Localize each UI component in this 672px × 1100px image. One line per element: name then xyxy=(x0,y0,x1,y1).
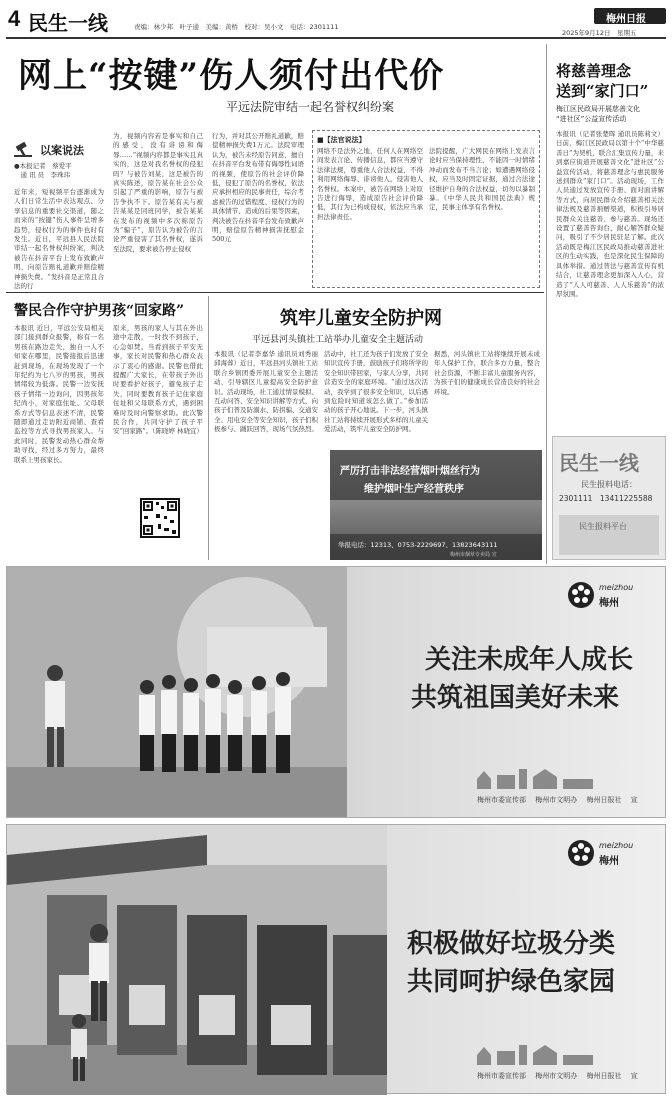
judge-says-col2: 法院提醒，广大网民在网络上发表言论时应当保持理性，不能因一时情绪冲动而发布不当言论；如遭遇网络侵权，应当及时固定证据，通过合法途径维护自身的合法权益，切勿以暴制暴。《中华人民共和国民法典》规定，民事主体享有名誉权。 xyxy=(429,147,535,212)
story3-subhead: 平远县河头镇社工站举办儿童安全主题活动 xyxy=(252,335,424,345)
masthead-label: 梅州日报 xyxy=(606,14,646,25)
right-headline-1: 将慈善理念 xyxy=(556,62,632,80)
tobacco-title-1: 严厉打击非法经营烟叶烟丝行为 xyxy=(340,466,480,477)
ad1-banner xyxy=(6,566,666,818)
ad2-banner xyxy=(6,824,666,1094)
lead-byline-1: ●本报记者 蔡爱平 xyxy=(14,162,72,170)
tobacco-title-2: 维护烟叶生产经营秩序 xyxy=(364,484,464,495)
story3-body-col3: 据悉，河头镇社工站将继续开展未成年人保护工作，联合多方力量，整合社会资源，不断丰富儿童服务内容，为孩子们的健康成长营造良好的社会环境。 xyxy=(434,350,540,396)
story3-body-col1: 本报讯（记者李嘉华 通讯员刘秀丽 邱海蓉）近日，平远县河头镇社工站联合乡镇团委开展儿童安全主题活动，引导辖区儿童提高安全防护意识。活动现场，社工通过情景模拟、互动问答、安全知识讲解等方式，向孩子们普及防溺水、防拐骗、交通安全、用电安全等安全知识，孩子们积极参与、踊跃回答，现场气氛热烈。 xyxy=(214,350,318,434)
masthead xyxy=(594,8,666,24)
lead-subhead: 平远法院审结一起名誉权纠纷案 xyxy=(226,100,395,114)
editors-line: 责编：林少邦 叶子通 美编：黄桥 校对：吴小文 电话：2301111 xyxy=(134,23,339,31)
ad1-sponsors xyxy=(477,795,638,805)
ad1-slogan-2: 共筑祖国美好未来 xyxy=(411,683,620,713)
judge-says-col1: 网络不是法外之地，任何人在网络空间发表言论、传播信息，都应当遵守法律法规，尊重他人合法权益，不得利用网络侮辱、诽谤他人，侵害他人名誉权。本案中，被告在网络上对原告进行侮辱，造成原告社会评价降低，其行为已构成侵权，依法应当承担法律责任。 xyxy=(317,147,423,221)
lead-body-col2: 为，视频内容若是事实和自己的感受，没有诽谤和侮辱……”视频内容都是事实且真实的，这是对我名誉权的侵犯吗？与被告刘某，这是被告的真实陈述，原告某在社会公众引起了严重的影响，原告与被告争执不下。原告某有关与被告某某是同班同学，被告某某在发布的视频中多次称原告为“骗子”，原告认为被告的言论严重侵害了其名誉权，遂诉至法院，要求被告停止侵权 xyxy=(113,132,203,253)
tobacco-hotline: 举报电话：12313、0753-2229697、13823643111 xyxy=(338,541,498,549)
ad2-slogan-2: 共同呵护绿色家园 xyxy=(407,967,616,997)
ad1-sponsor-2: 梅州市文明办 xyxy=(535,796,578,804)
ad1-logo-en: meizhou xyxy=(599,583,634,592)
page-header xyxy=(6,4,666,36)
lead-body-col3: 行为，并对其公开赔礼道歉，赔偿精神损失费1万元。法院审理认为，被告未经原告同意，擅自在抖音平台发布带有侮辱性词语的视频，使原告的社会评价降低，侵犯了原告的名誉权，依法应承担相应的民事责任，综合考虑被告的过错程度、侵权行为的具体情节、造成的后果等因素，判决被告在抖音平台发布致歉声明，赔偿原告精神损害抚慰金500元 xyxy=(212,132,304,244)
ad2-sponsor-1: 梅州市委宣传部 xyxy=(477,1072,526,1080)
ad2-sponsor-3: 梅州日报社 xyxy=(586,1072,622,1080)
minsheng-hotline: 2301111 13411225588 xyxy=(559,494,653,503)
tobacco-ad xyxy=(330,450,542,560)
ad1-photo xyxy=(7,567,347,817)
ad2-photo xyxy=(7,825,387,1095)
minsheng-hotline-label: 民生报料电话： xyxy=(581,480,637,489)
meizhou-flower-icon xyxy=(567,581,595,609)
meizhou-flower-icon xyxy=(567,839,595,867)
ad1-logo xyxy=(567,581,657,611)
column-divider xyxy=(546,44,547,564)
column-tag xyxy=(14,140,106,158)
right-headline-2: 送到“家门口” xyxy=(556,82,649,100)
judge-says-box xyxy=(312,130,540,288)
minsheng-tag: 民生报料平台 xyxy=(579,522,627,531)
column-tag-label: 以案说法 xyxy=(40,144,84,157)
ad2-sponsor-2: 梅州市文明办 xyxy=(535,1072,578,1080)
date-line: 2025年9月12日 星期五 xyxy=(562,29,637,37)
ad2-skyline-icon xyxy=(477,1041,597,1065)
right-subhead-2: “进社区”公益宣传活动 xyxy=(556,115,627,123)
story2-body-col2: 原来，男孩的家人与其在外出途中走散，一时找不到孩子，心急如焚。当看到孩子平安无事，家长对民警和热心群众表示了衷心的感谢。民警也借此提醒广大家长，在带孩子外出时要看护好孩子，避免孩子走失，同时要教育孩子记住家庭住址和父母联系方式，遇到困难时及时向警察求助。此次警民合作，共同守护了孩子平安“回家路”。（陈晓婷 林晓宜） xyxy=(113,324,203,436)
ad1-skyline-icon xyxy=(477,765,597,789)
tobacco-footer: 梅州市烟草专卖局 宣 xyxy=(450,552,497,558)
gavel-icon xyxy=(14,140,36,158)
ad1-slogan-1: 关注未成年人成长 xyxy=(425,645,634,675)
ad1-sponsor-3: 梅州日报社 xyxy=(586,796,622,804)
ad2-sponsor-4: 宣 xyxy=(630,1072,638,1080)
story3-body-col2: 活动中，社工还为孩子们发放了安全知识宣传手册，鼓励孩子们将所学的安全知识带回家，与家人分享，共同营造安全的家庭环境。“通过这次活动，我学到了很多安全知识，以后遇到危险时知道该怎么做了。”参加活动的孩子开心地说。下一步，河头镇社工站将持续开展形式多样的儿童关爱活动，筑牢儿童安全防护网。 xyxy=(324,350,428,434)
ad2-logo-en: meizhou xyxy=(599,841,634,850)
ad2-logo-cn: 梅州 xyxy=(599,856,619,867)
qr-code-icon xyxy=(142,500,178,536)
minsheng-phone-icon xyxy=(559,515,659,555)
minsheng-ad xyxy=(552,436,666,560)
qr-code[interactable] xyxy=(140,498,180,538)
ad1-sponsor-1: 梅州市委宣传部 xyxy=(477,796,526,804)
right-body: 本报讯（记者张楚晖 通讯员陈莉文）日前，梅江区民政局以第十个“中华慈善日”为契机，联合汇集宣传力量，来到嘉应街道开展慈善文化“进社区”公益宣传活动，将慈善理念与惠民服务送到群众“家门口”。活动现场，工作人员通过发放宣传手册、面对面讲解等方式，向居民群众介绍慈善相关法律法规及慈善捐赠渠道，积极引导居民群众关注慈善、参与慈善。现场还设置了慈善咨询台，耐心解答群众疑问，吸引了不少居民驻足了解。此次活动既是梅江区民政局推动慈善进社区的生动实践，也是深化民生保障的具体举措。通过普法与慈善宣传有机结合，让慈善理念更加深入人心，营造了“人人可慈善、人人乐慈善”的浓厚氛围。 xyxy=(556,130,664,298)
story3-headline: 筑牢儿童安全防护网 xyxy=(280,308,442,329)
ad1-logo-cn: 梅州 xyxy=(599,598,619,609)
mid-rule xyxy=(6,292,544,293)
section-title: 民生一线 xyxy=(28,11,108,35)
page-number: 4 xyxy=(8,6,21,31)
story-divider xyxy=(208,296,209,560)
header-rule xyxy=(6,37,666,39)
lead-headline: 网上“按键”伤人须付出代价 xyxy=(18,56,445,96)
ad2-slogan-1: 积极做好垃圾分类 xyxy=(407,929,616,959)
story2-headline: 警民合作守护男孩“回家路” xyxy=(14,303,185,319)
lead-body-col1: 近年来，短视频平台逐渐成为人们日常生活中表达观点、分享信息的重要社交渠道，随之而来的“按键”伤人事件呈增多趋势，侵权行为的事件也时有发生。近日，平远县人民法院审结一起名誉权纠纷案，判决被告在抖音平台上发布致歉声明，向原告赔礼道歉并赔偿精神损失费。“发抖音是正常且合法的行 xyxy=(14,188,104,291)
judge-says-title: ■【法官说法】 xyxy=(317,136,366,144)
tobacco-field xyxy=(330,500,542,534)
ad1-sponsor-4: 宣 xyxy=(630,796,638,804)
right-subhead-1: 梅江区民政局开展慈善文化 xyxy=(556,105,640,113)
ad2-logo xyxy=(567,839,657,869)
ad2-sponsors xyxy=(477,1071,638,1081)
minsheng-ad-title: 民生一线 xyxy=(559,451,639,475)
story2-body-col1: 本报讯 近日，平远公安局相关部门接到群众报警，称有一名男孩在路边走失，独自一人不知家在哪里，民警接报后迅速赶到现场，在现场发现了一个年纪约为七八岁的男孩，男孩情绪较为低落。民警一边安抚孩子情绪一边询问，因男孩年纪尚小，对家庭住址、父母联系方式等信息表述不清，民警随即通过走访附近商铺、查看监控等方式寻找男孩家人。与此同时，民警发动热心群众帮助寻找，经过多方努力，最终联系上男孩家长。 xyxy=(14,324,104,464)
lead-byline-2: 通 讯 员 李珠玮 xyxy=(14,171,71,179)
